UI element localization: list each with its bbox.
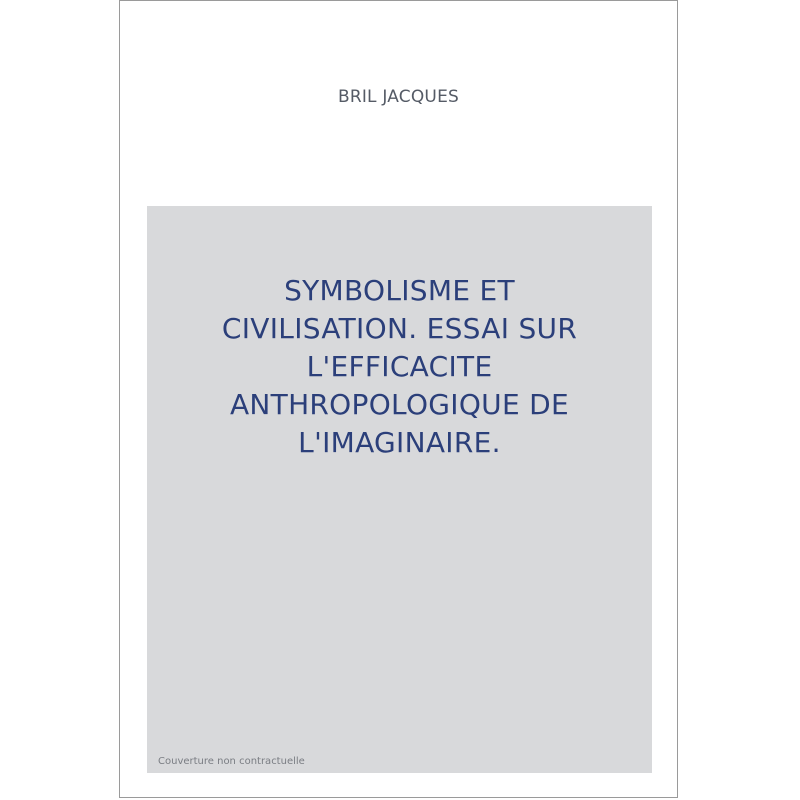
title-panel — [147, 206, 652, 773]
title-line: L'EFFICACITE — [306, 350, 493, 383]
title-line: CIVILISATION. ESSAI SUR — [221, 312, 578, 345]
cover-disclaimer: Couverture non contractuelle — [158, 756, 305, 767]
book-cover — [119, 0, 678, 798]
book-title — [147, 272, 652, 462]
title-line: L'IMAGINAIRE. — [298, 426, 501, 459]
title-line: ANTHROPOLOGIQUE DE — [229, 388, 570, 421]
title-line: SYMBOLISME ET — [284, 274, 515, 307]
author-name: BRIL JACQUES — [337, 87, 460, 107]
